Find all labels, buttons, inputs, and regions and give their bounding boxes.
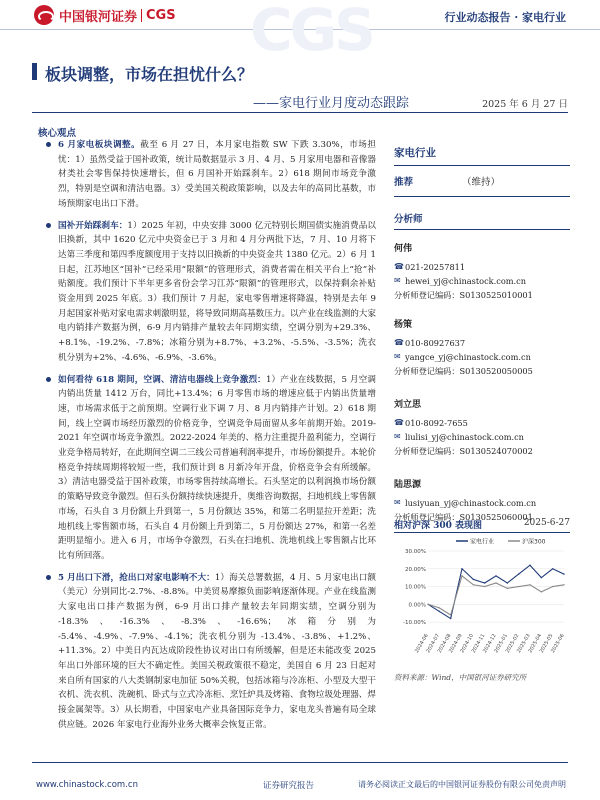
y-tick-label: 10.00% bbox=[405, 584, 426, 591]
logo-en-text: CGS bbox=[146, 7, 176, 23]
chart-divider bbox=[394, 532, 570, 533]
core-bullet-3 bbox=[46, 373, 376, 564]
industry-label: 家电行业 bbox=[394, 145, 570, 166]
email-icon: ✉ bbox=[394, 432, 401, 441]
data-point bbox=[439, 607, 440, 608]
x-tick-label: 2024-08 bbox=[436, 633, 453, 655]
x-tick-label: 2024-12 bbox=[482, 633, 498, 655]
data-point bbox=[495, 575, 496, 576]
analyst-email[interactable]: liulisi_yj@chinastock.com.cn bbox=[405, 432, 524, 442]
phone-icon: ☎ bbox=[394, 338, 404, 347]
x-tick-label: 2025-02 bbox=[504, 633, 521, 655]
analyst-phone: 010-8092-7655 bbox=[405, 418, 468, 428]
data-point bbox=[563, 584, 564, 585]
analyst-email[interactable]: yangce_yj@chinastock.com.cn bbox=[405, 352, 531, 362]
analyst-phone: 010-80927637 bbox=[405, 338, 466, 348]
analyst-heading: 分析师 bbox=[394, 211, 570, 230]
title-block bbox=[45, 62, 565, 85]
data-point bbox=[563, 573, 564, 574]
y-tick-label: 0.00% bbox=[408, 602, 426, 609]
data-point bbox=[473, 584, 474, 585]
data-point bbox=[450, 618, 451, 619]
chart-header bbox=[394, 518, 570, 531]
analyst-phone-row bbox=[394, 416, 570, 430]
analyst-name: 陆思源 bbox=[394, 480, 422, 490]
data-point bbox=[495, 582, 496, 583]
analyst-email[interactable]: hewei_yj@chinastock.com.cn bbox=[405, 276, 526, 286]
x-tick-label: 2024-11 bbox=[470, 633, 487, 655]
logo-divider bbox=[141, 9, 142, 22]
data-point bbox=[529, 565, 530, 566]
data-point bbox=[529, 584, 530, 585]
y-tick-label: 20.00% bbox=[405, 566, 426, 573]
data-point bbox=[473, 579, 474, 580]
bullet-text: 截至 6 月 27 日，本月家电指数 SW 下跌 3.30%，市场担忧：1）虽然受益于国补政策，统计局数据显示 3 月、4 月、5 月家用电器和音像器材类社会零售保持快速增长，但 6 月国补开始踩刹车。2）618 期间市场竞争激烈，特别是空调和清洁电器。3）受美国关税政策影响，以及去年的高同比基数，市场预期家电出口下滑。 bbox=[58, 140, 376, 209]
email-icon: ✉ bbox=[394, 352, 401, 361]
bullet-text: 1）产业在线数据，5 月空调内销出货量 1412 万台，同比+13.4%；6 月零售市场的增速应低于内销出货量增速，市场需求低于之前预期。空调行业下调 7 月、8 月内销排产计划。2）618 期间，线上空调市场经历激烈的价格竞争，空调竞争局面留从多年前期开始。2019-2021 年空调市场竞争激烈。2022-2024 年美的、格力注重提升盈利能力，空调行业竞争格局转好，在此期间空调二三线公司普遍利润率提升，市场份额提升。本轮价格竞争持续周期将较短一些，我们预计到 8 月新冷年开盘，价格竞争会有所缓解。3）清洁电器受益于国补政策，市场零售持续高增长。石头坚定的以利润换市场份额的策略导致竞争激烈。但石头份额持续快速提升，奥维咨询数据，扫地机线上零售额市场，石头自 3 月份额上升到第一，5 月份额达 35%，和第二名明显拉开差距；洗地机线上零售额市场，石头自 4 月份额上升到第二，5 月份额达 27%，和第一名差距明显缩小。进入 6 月，市场争夺激烈，石头在扫地机、洗地机线上零售额占比环比有所回落。 bbox=[58, 374, 376, 561]
x-tick-label: 2024-09 bbox=[448, 633, 464, 655]
title-accent-bar bbox=[32, 63, 37, 80]
x-tick-label: 2025-03 bbox=[516, 633, 532, 655]
analyst-reg: 分析师登记编码：S0130525060001 bbox=[394, 512, 533, 522]
core-bullet-2 bbox=[46, 219, 376, 366]
data-point bbox=[439, 611, 440, 612]
rating-row bbox=[394, 174, 570, 197]
cgs-watermark: CGS bbox=[250, 0, 373, 64]
x-tick-label: 2025-01 bbox=[493, 633, 510, 655]
analyst-phone-row bbox=[394, 336, 570, 350]
legend-label: 沪深300 bbox=[522, 538, 546, 546]
title-divider bbox=[32, 112, 568, 113]
sidebar bbox=[394, 145, 570, 524]
page-header bbox=[0, 0, 600, 64]
data-point bbox=[541, 577, 542, 578]
analyst-name: 何伟 bbox=[394, 244, 413, 254]
chart-date: 2025-6-27 bbox=[523, 518, 570, 528]
bullet-lead: 如何看待 618 期间，空调、清洁电器线上竞争激烈： bbox=[58, 374, 266, 385]
logo-cn-text: 中国银河证券 bbox=[59, 9, 138, 25]
analyst-email-row[interactable] bbox=[394, 430, 570, 444]
x-tick-label: 2025-04 bbox=[527, 633, 544, 655]
bullet-text: 1）海关总署数据，4 月、5 月家电出口额（美元）分别同比-2.7%、-8.8%。中美贸易摩擦负面影响逐渐体现。产业在线监测大家电出口排产数据为例，6-9 月出口排产量较去年同期实绩，空调分别为 -18.3%、-16.3%、-8.3%、-16.6%；冰箱分别为 -5.4%、-4.9%、-7.9%、-4.1%；洗衣机分别为 -13.4%、-3.8%、+1.2%、+11.3%。2）中美日内瓦达成阶段性协议对出口有所缓解，但是还未能改变 2025 年出口外部环境的巨大不确定性。美国关税政策很不稳定，美国自 6 月 23 日起对来自所有国家的八大类钢制家电加征 50%关税，包括冰箱与冷冻柜、小型及大型干衣机、洗衣机、洗碗机、卧式与立式冷冻柜、烹饪炉具及烤箱、食物垃圾处理器、焊接金属架等。3）从长期看，中国家电产业具备国际竞争力，家电龙头普遍有局全球供应链。2026 年家电行业海外业务大概率会恢复正常。 bbox=[58, 572, 376, 730]
data-point bbox=[541, 591, 542, 592]
core-bullet-4 bbox=[46, 571, 376, 733]
bullet-lead: 国补开始踩刹车： bbox=[58, 220, 128, 231]
report-type-label: 行业动态报告 · 家电行业 bbox=[444, 11, 566, 24]
footer-divider bbox=[32, 762, 568, 763]
data-point bbox=[484, 582, 485, 583]
data-point bbox=[507, 588, 508, 589]
analyst-email-row[interactable] bbox=[394, 274, 570, 288]
rating-value: （维持） bbox=[462, 177, 501, 188]
y-tick-label: -10.00% bbox=[403, 620, 426, 627]
core-views-heading: 核心观点 bbox=[38, 128, 77, 139]
email-icon: ✉ bbox=[394, 498, 401, 507]
analyst-email-row[interactable] bbox=[394, 496, 570, 510]
data-point bbox=[427, 604, 428, 605]
x-tick-label: 2024-07 bbox=[425, 633, 442, 655]
chart-source: 资料来源：Wind，中国银河证券研究所 bbox=[394, 673, 527, 682]
analyst-card bbox=[394, 318, 570, 378]
x-tick-label: 2024-10 bbox=[459, 633, 476, 655]
legend-label: 家电行业 bbox=[470, 538, 495, 546]
bullet-lead: 6 月家电板块调整。 bbox=[58, 140, 141, 150]
data-point bbox=[518, 573, 519, 574]
analyst-reg: 分析师登记编码：S0130524070002 bbox=[394, 446, 533, 456]
data-point bbox=[552, 568, 553, 569]
core-bullet-1 bbox=[46, 138, 376, 212]
chart-title: 相对沪深 300 表现图 bbox=[394, 521, 483, 531]
series-line-1 bbox=[428, 576, 564, 615]
bullet-text: 1）2025 年初，中央安排 3000 亿元特别长期国债实施消费品以旧换新，其中 1620 亿元中央资金已于 3 月和 4 月分两批下达，7 月、10 月将下达第三季度和第四季度额度用于支持以旧换新的中央资金共 1380 亿元。2）6 月 1 日起，江苏地区“国补”已经采用“限额”的管理形式，消费者需在相关平台上“抢”补贴额度。我们预计下半年更多省份会学习江苏“限额”的管理形式，以保持剩余补贴资金用到 2025 年底。3）我们预计 7 月起，家电零售增速将降温，特别是去年 9 月起国家补贴对家电需求刺激明显，将导致同期高基数压力。以产业在线监测的大家电内销排产数据为例，6-9 月内销排产量较去年同期实绩，空调分别为+29.3%、+8.1%、-19.2%、-7.8%；冰箱分别为+8.7%、+3.2%、-5.5%、-3.5%；洗衣机分别为+2%、-4.6%、-6.9%、-3.6%。 bbox=[58, 220, 376, 363]
data-point bbox=[450, 614, 451, 615]
analyst-email-row[interactable] bbox=[394, 350, 570, 364]
data-point bbox=[518, 586, 519, 587]
analyst-card bbox=[394, 242, 570, 302]
relative-performance-chart bbox=[394, 535, 570, 665]
phone-icon: ☎ bbox=[394, 418, 404, 427]
analyst-name: 杨策 bbox=[394, 320, 413, 330]
rating-key: 推荐 bbox=[394, 177, 414, 188]
phone-icon: ☎ bbox=[394, 262, 404, 271]
email-icon: ✉ bbox=[394, 276, 401, 285]
x-tick-label: 2025-06 bbox=[550, 633, 566, 655]
data-point bbox=[484, 586, 485, 587]
data-point bbox=[461, 575, 462, 576]
x-tick-label: 2024-06 bbox=[414, 633, 430, 655]
analyst-reg: 分析师登记编码：S0130520050005 bbox=[394, 366, 533, 376]
x-tick-label: 2025-05 bbox=[538, 633, 555, 655]
footer-doc-type: 证券研究报告 bbox=[263, 781, 315, 791]
y-tick-label: 30.00% bbox=[405, 549, 426, 555]
data-point bbox=[552, 586, 553, 587]
core-views-list bbox=[46, 138, 376, 739]
data-point bbox=[507, 582, 508, 583]
bullet-lead: 5 月出口下滑，抢出口对家电影响不大： bbox=[58, 572, 215, 583]
analyst-card bbox=[394, 398, 570, 458]
analyst-phone-row bbox=[394, 260, 570, 274]
logo-icon bbox=[34, 5, 54, 25]
page-subtitle: ——家电行业月度动态跟踪 bbox=[253, 96, 410, 111]
data-point bbox=[461, 568, 462, 569]
report-date: 2025 年 6 月 27 日 bbox=[482, 99, 568, 110]
analyst-phone: 021-20257811 bbox=[405, 262, 466, 272]
footer-disclaimer: 请务必阅读正文最后的中国银河证券股份有限公司免责声明 bbox=[358, 780, 566, 789]
analyst-reg: 分析师登记编码：S0130525010001 bbox=[394, 290, 533, 300]
footer-website[interactable]: www.chinastock.com.cn bbox=[36, 780, 138, 790]
company-logo bbox=[34, 5, 176, 25]
analyst-name: 刘立思 bbox=[394, 400, 422, 410]
page-title: 板块调整，市场在担忧什么？ bbox=[45, 65, 254, 84]
analyst-email[interactable]: lusiyuan_yj@chinastock.com.cn bbox=[405, 498, 537, 508]
series-line-0 bbox=[428, 565, 564, 618]
